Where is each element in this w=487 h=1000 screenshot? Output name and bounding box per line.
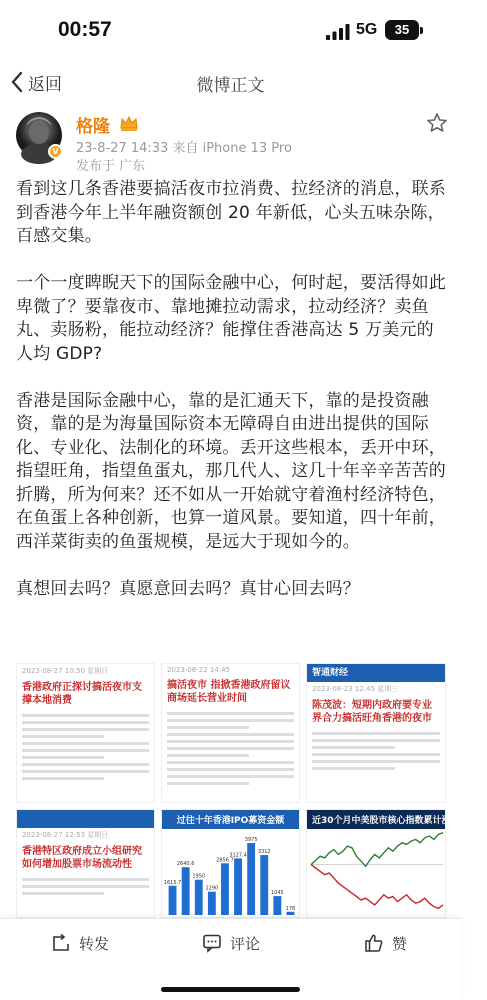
- bar-value-label: 1950: [192, 873, 206, 880]
- post-location: 发布于 广东: [76, 159, 146, 174]
- bar-2014: [169, 886, 177, 915]
- image-headline: 搞活夜市 指掀香港政府留议商场延长营业时间: [167, 680, 291, 704]
- bar-value-label: 178: [285, 905, 296, 912]
- bar-2017: [208, 892, 216, 915]
- bar-value-label: 3975: [244, 837, 258, 844]
- vip-crown-icon: [119, 114, 139, 132]
- post-paragraph: 香港是国际金融中心，靠的是汇通天下，靠的是投资融资，靠的是为海量国际资本无障碍自由进出提供的国际化、专业化、法制化的环境。丢开这些根本，丢开中环，指望旺角，指望鱼蛋丸，那几代人、这几十年辛辛苦苦的折腾，所为何来？还不如从一开始就守着渔村经济特色，在鱼蛋上各种创新，也算一道风景。要知道，四十年前，西洋菜街卖的鱼蛋规模，是远大于现如今的。: [16, 390, 446, 552]
- image-thumbnail[interactable]: [161, 663, 300, 803]
- image-thumbnail[interactable]: [16, 663, 155, 803]
- repost-label: 转发: [79, 934, 110, 953]
- image-brand-bar: 智通财经: [307, 664, 445, 682]
- image-thumbnail[interactable]: [16, 809, 155, 918]
- bar-2022: [273, 896, 281, 915]
- repost-button[interactable]: [51, 931, 109, 955]
- image-date: 2023-08-27 12:53 星期日: [22, 831, 109, 839]
- author-header: [0, 104, 461, 174]
- post-paragraph: 真想回去吗？真愿意回去吗？真甘心回去吗？: [16, 578, 360, 599]
- battery-tip: [420, 27, 423, 34]
- image-date: 2023-08-23 12:45 星期三: [312, 685, 399, 693]
- comment-button[interactable]: [202, 931, 260, 955]
- bar-2021: [260, 855, 268, 915]
- post-paragraph: 看到这几条香港要搞活夜市拉消费、拉经济的消息，联系到香港今年上半年融资额创 20 年新低，心头五味杂陈，百感交集。: [16, 179, 446, 246]
- image-thumbnail[interactable]: [306, 809, 487, 918]
- signal-icon: [326, 24, 350, 40]
- bar-2019: [234, 858, 242, 915]
- verified-badge-icon: V: [48, 144, 63, 159]
- status-bar: [0, 0, 461, 58]
- comment-label: 评论: [230, 934, 261, 953]
- action-bar: [0, 918, 461, 1000]
- back-label: 返回: [28, 74, 62, 95]
- image-date: 2023-08-22 14:45: [167, 666, 231, 674]
- image-brand-bar: [17, 810, 154, 828]
- post-body: [16, 178, 446, 601]
- post-paragraph: 一个一度睥睨天下的国际金融中心，何时起，要活得如此卑微了？要靠夜市、靠地摊拉动需求，拉动经济？卖鱼丸、卖肠粉，能拉动经济？能撑住香港高达 5 万美元的人均 GDP?: [16, 273, 446, 364]
- star-icon[interactable]: [426, 112, 448, 134]
- status-time: 00:57: [58, 18, 112, 41]
- nav-bar: [0, 60, 461, 104]
- bar-value-label: 2640.6: [176, 861, 195, 868]
- bar-value-label: 3127.4: [229, 852, 247, 859]
- repost-icon: [51, 933, 71, 953]
- bar-value-label: 1045: [270, 890, 284, 897]
- page-title: 微博正文: [196, 76, 265, 96]
- network-type: 5G: [356, 21, 378, 38]
- bar-value-label: 1290: [205, 885, 219, 892]
- bar-value-label: 2856.7: [216, 857, 234, 864]
- post-timestamp: 23-8-27 14:33 来自 iPhone 13 Pro: [76, 141, 292, 156]
- bar-2016: [195, 880, 203, 915]
- image-headline: 香港政府正探讨搞活夜市支撑本地消费: [22, 682, 142, 706]
- index-line-chart: [307, 827, 447, 919]
- like-label: 赞: [392, 934, 408, 953]
- bar-value-label: 3312: [257, 849, 271, 856]
- bar-2020: [247, 843, 255, 915]
- image-grid: [16, 663, 487, 918]
- series-line-1: [311, 865, 443, 909]
- thumbs-up-icon: [364, 933, 384, 953]
- image-thumbnail[interactable]: [161, 809, 300, 918]
- image-headline: 香港特区政府成立小组研究如何增加股票市场流动性: [22, 846, 142, 870]
- author-name[interactable]: 格隆: [76, 117, 110, 137]
- battery-icon: 35: [385, 20, 419, 40]
- comment-icon: [202, 933, 222, 953]
- chart-title: 过往十年香港IPO募资金额: [162, 810, 299, 829]
- image-thumbnail[interactable]: [306, 663, 446, 803]
- series-line-0: [311, 833, 443, 867]
- bar-2023H1: [287, 912, 295, 915]
- bar-value-label: 1615.7: [163, 879, 182, 886]
- chart-title: 近30个月中美股市核心指数累计涨跌幅对比: [307, 810, 445, 829]
- home-indicator: [161, 987, 300, 992]
- ipo-bar-chart: [162, 827, 301, 919]
- image-headline: 陈茂波：短期内政府要专业界合力搞活旺角香港的夜市: [312, 700, 432, 724]
- image-date: 2023-08-27 10:50 星期日: [22, 667, 109, 675]
- bar-2015: [182, 867, 190, 915]
- like-button[interactable]: [364, 931, 407, 955]
- bar-2018: [221, 863, 229, 915]
